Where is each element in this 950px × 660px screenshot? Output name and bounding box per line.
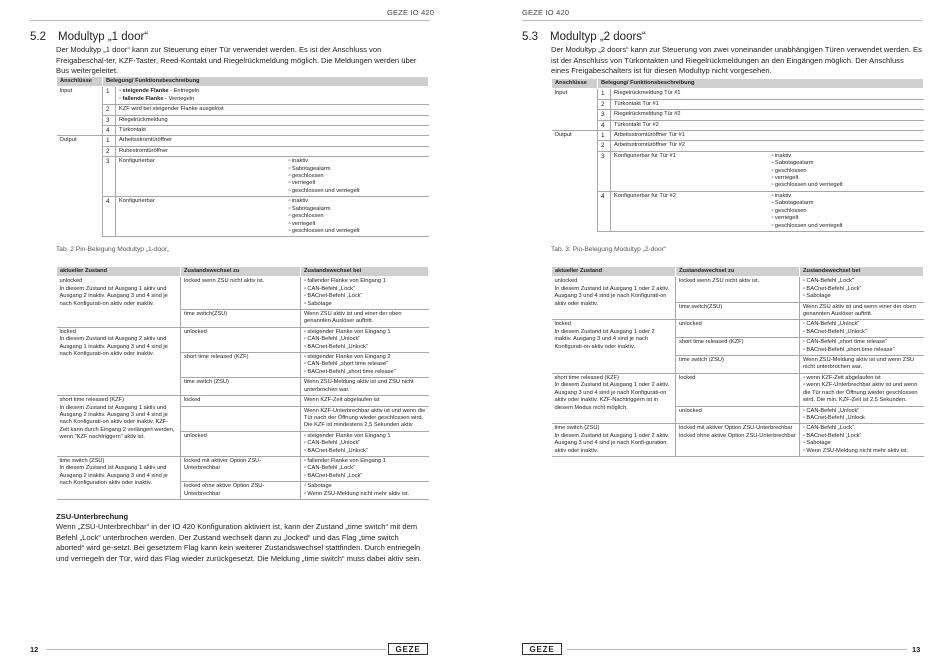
option-list: ▫ inaktiv ▫ Sabotagealarm ▫ geschlossen ▫ verriegelt ▫ geschlossen und verriegelt: [286, 197, 429, 237]
column-header: Zustandswechsel zu: [676, 267, 800, 277]
pin-function: Riegelrückmeldung Tür #1: [611, 89, 924, 99]
transition-target: time switch (ZSU): [676, 356, 800, 374]
transition-condition: Wenn KZF-Zeit abgelaufen ist: [301, 396, 429, 406]
transition-target: locked wenn ZSU nicht aktiv ist.: [181, 277, 301, 310]
transition-condition: Wenn ZSU-Meldung aktiv ist und ZSU nicht unterbrochen war.: [301, 378, 429, 396]
pin-number: 4: [103, 126, 116, 136]
table-header-row: [552, 79, 924, 89]
pin-function: Arbeitsstromtüröffner Tür #1: [611, 131, 924, 141]
column-header: Zustandswechsel bei: [800, 267, 924, 277]
transition-target: [181, 406, 301, 431]
table-row: [57, 327, 429, 352]
table-row: [57, 157, 429, 197]
pin-function: Türkontakt Tür #2: [611, 120, 924, 130]
transition-target: locked mit aktiver Option ZSU-Unterbrechbar: [181, 456, 301, 481]
transition-target: locked wenn ZSU nicht aktiv ist.: [676, 277, 800, 302]
state-cell: locked In diesem Zustand ist Ausgang 1 oder 2 inaktiv. Ausgang 3 und 4 sind je nach Konfigurati-on aktiv oder inaktiv.: [552, 320, 676, 373]
section-intro: Der Modultyp „1 door“ kann zur Steuerung einer Tür verwendet werden. Es ist der Anschluss von Freigabeschal-ter, KZF-Taster, Reed-Kontakt und Riegelrückmeldung möglich. Die Meldungen werden über Bus weitergeleitet.: [56, 45, 417, 76]
table-row: [57, 456, 429, 481]
group-label: Input: [552, 89, 598, 131]
pin-function: Konfigurierbar für Tür #2: [611, 191, 769, 231]
pin-number: 3: [103, 115, 116, 125]
transition-target: time switch(ZSU): [676, 302, 800, 320]
transition-target: unlocked: [181, 327, 301, 352]
pin-number: 2: [103, 146, 116, 156]
pin-function: Arbeitsstromtüröffner Tür #2: [611, 141, 924, 151]
table-header-row: [552, 267, 924, 277]
group-label: Output: [554, 132, 572, 139]
table-header-row: [57, 267, 429, 277]
table-row: [57, 115, 429, 125]
state-cell: locked In diesem Zustand ist Ausgang 2 aktiv und Ausgang 1 inaktiv. Ausgang 3 und 4 sind je nach Konfigurati-on aktiv oder inaktiv.: [57, 327, 181, 395]
column-header: aktueller Zustand: [57, 267, 181, 277]
table-row: [552, 99, 924, 109]
section-intro: Der Modultyp „2 doors“ kann zur Steuerung von zwei voneinander unabhängigen Türen verwendet werden. Es ist der Anschluss von Türkontakten und Riegelrückmeldungen an den Eingängen möglich. Der Anschluss eines Freigabeschalters ist für diesen Modultyp nicht vorgesehen.: [551, 45, 922, 76]
pin-number: 2: [598, 99, 611, 109]
table-row: [552, 277, 924, 302]
table-row: [552, 110, 924, 120]
transition-target: locked: [676, 373, 800, 406]
section-heading: [30, 31, 148, 43]
transition-condition: ▫ CAN-Befehl „short time release“ ▫ BACnet-Befehl „short time release“: [800, 338, 924, 356]
table-row: [552, 141, 924, 151]
pin-function: Türkontakt: [116, 126, 429, 136]
table-row: [552, 131, 924, 141]
transition-condition: ▫ CAN-Befehl „Unlock“ ▫ BACnet-Befehl „Unlock: [800, 406, 924, 424]
pin-number: 2: [103, 105, 116, 115]
option-list: ▫ inaktiv ▫ Sabotagealarm ▫ geschlossen ▫ verriegelt ▫ geschlossen und verriegelt: [286, 157, 429, 197]
pin-function: Konfigurierbar: [116, 197, 286, 237]
state-cell: short time released (KZF) In diesem Zustand ist Ausgang 1 oder 2 aktiv. Ausgang 3 und 4 sind je nach Konfigurati-on aktiv oder inaktiv. KZF-Nachtriggern ist in diesem Modus nicht möglich.: [552, 373, 676, 423]
group-label: Output: [59, 137, 77, 144]
footer-rule: [46, 649, 386, 650]
section-heading: [522, 31, 646, 43]
pin-number: 1: [598, 89, 611, 99]
pin-assignment-table: [551, 78, 924, 232]
state-transition-table: [551, 266, 924, 457]
pin-number: 1: [103, 136, 116, 146]
column-header: Belegung/ Funktionsbeschreibung: [103, 77, 429, 87]
pin-assignment-table: [56, 76, 429, 237]
transition-condition: ▫ steigender Flanke von Eingang 2 ▫ CAN-Befehl „short time release“ ▫ BACnet-Befehl „short time release“: [301, 353, 429, 378]
table-caption: Tab. 2 Pin-Belegung Modultyp „1-door„: [56, 246, 170, 253]
pin-number: 3: [598, 151, 611, 191]
state-cell: unlocked In diesem Zustand ist Ausgang 1 oder 2 aktiv. Ausgang 3 und 4 sind je nach Konfigurati-on aktiv oder inaktiv.: [552, 277, 676, 320]
section-title: Modultyp „1 door“: [58, 31, 149, 43]
transition-target: locked: [181, 396, 301, 406]
transition-target: unlocked: [676, 406, 800, 424]
table-row: [57, 197, 429, 237]
running-header: GEZE IO 420: [522, 8, 570, 17]
pin-number: 2: [598, 141, 611, 151]
transition-condition: ▫ steigender Flanke von Eingang 1 ▫ CAN-Befehl „Unlock“ ▫ BACnet-Befehl „Unlock“: [301, 431, 429, 456]
section-number: 5.3: [522, 31, 538, 43]
transition-condition: ▫ Sabotage ▫ Wenn ZSU-Meldung nicht mehr aktiv ist.: [301, 482, 429, 500]
transition-target: short time released (KZF): [181, 353, 301, 378]
table-row: [552, 89, 924, 99]
column-header: Zustandswechsel bei: [301, 267, 429, 277]
group-label: Input: [57, 87, 103, 136]
table-row: [552, 424, 924, 457]
transition-target: time switch (ZSU): [181, 378, 301, 396]
pin-function: Konfigurierbar für Tür #1: [611, 151, 769, 191]
transition-target: short time released (KZF): [676, 338, 800, 356]
transition-condition: ▫ steigender Flanke von Eingang 1 ▫ CAN-Befehl „Unlock“ ▫ BACnet-Befehl „Unlock“: [301, 327, 429, 352]
transition-target: locked ohne aktive Option ZSU-Unterbrechbar: [181, 482, 301, 500]
pin-number: 4: [598, 191, 611, 231]
subsection-text: Wenn „ZSU-Unterbrechbar“ in der IO 420 Konfiguration aktiviert ist, kann der Zustand „time switch“ mit dem Befehl „Lock“ unterbrochen werden. Der Zustand wechselt dann zu „locked“ und das Flag „time switch aborted“ wird ge-setzt. Bei gesetztem Flag kann kein weiterer Zustandswechsel stattfinden. Durch entriegeln und verriegeln der Tür, wird das Flag wieder zurückgesetzt. Die Meldung „time switch“ muss dabei aktiv sein.: [56, 522, 422, 563]
transition-condition: ▫ CAN-Befehl „Unlock“ ▫ BACnet-Befehl „Unlock“: [800, 320, 924, 338]
state-cell: short time released (KZF) In diesem Zustand ist Ausgang 1 aktiv und Ausgang 2 inaktiv. Ausgang 3 und 4 sind je nach Konfigurati-on aktiv oder inaktiv. KZF-Zeit kann durch Eingang 2 verlängert werden, wenn "KZF nachtriggern" aktiv ist.: [57, 396, 181, 457]
state-cell: unlocked In diesem Zustand ist Ausgang 1 aktiv und Ausgang 2 inaktiv. Ausgang 3 und 4 sind je nach Konfigurati-on aktiv oder inaktiv.: [57, 277, 181, 327]
table-row: [57, 87, 429, 105]
pin-number: 3: [103, 157, 116, 197]
footer-rule: [567, 649, 907, 650]
transition-condition: ▫ CAN-Befehl „Lock“ ▫ BACnet-Befehl „Lock“ ▫ Sabotage: [800, 277, 924, 302]
page-number: 12: [30, 645, 39, 654]
section-title: Modultyp „2 doors“: [550, 31, 646, 43]
geze-logo: GEZE: [388, 643, 428, 655]
table-row: [552, 320, 924, 338]
transition-target: unlocked: [181, 431, 301, 456]
header-rule: [522, 20, 922, 21]
transition-condition: ▫ fallender Flanke von Eingang 1 ▫ CAN-Befehl „Lock“ ▫ BACnet-Befehl „Lock“ ▫ Sabotage: [301, 277, 429, 310]
page-number: 13: [912, 645, 921, 654]
pin-function: Türkontakt Tür #1: [611, 99, 924, 109]
pin-function: Ruhestromtüröffner: [116, 146, 429, 156]
column-header: Zustandswechsel zu: [181, 267, 301, 277]
table-row: [57, 277, 429, 310]
table-row: [57, 136, 429, 146]
table-header-row: [57, 77, 429, 87]
table-row: [57, 105, 429, 115]
state-cell: time switch (ZSU) In diesem Zustand ist Ausgang 1 oder 2 aktiv. Ausgang 3 und 4 sind je nach Konfi-guration aktiv oder inaktiv.: [552, 424, 676, 457]
pin-function: Arbeitsstromtüröffner: [116, 136, 429, 146]
right-page: [475, 0, 950, 660]
transition-condition: Wenn ZSU aktiv ist und einer der oben genannten Auslöser auftritt.: [301, 310, 429, 328]
transition-condition: Wenn KZF-Unterbrechbar aktiv ist und wenn die Tür nach der Öffnung wieder geschlossen wird. Die KZF ist mindestens 2,5 Sekunden aktiv: [301, 406, 429, 431]
table-row: [552, 120, 924, 130]
table-row: [57, 146, 429, 156]
state-transition-table: [56, 266, 429, 500]
table-row: [552, 373, 924, 406]
transition-target: unlocked: [676, 320, 800, 338]
table-row: [57, 396, 429, 406]
transition-condition: Wenn ZSU aktiv ist und wenn einer der oben genannten Auslöser auftritt.: [800, 302, 924, 320]
transition-condition: ▫ fallender Flanke von Eingang 1 ▫ CAN-Befehl „Lock“ ▫ BACnet-Befehl „Lock“: [301, 456, 429, 481]
header-rule: [30, 20, 430, 21]
subsection-title: ZSU-Unterbrechung: [56, 512, 129, 521]
column-header: Belegung/ Funktionsbeschreibung: [598, 79, 924, 89]
pin-number: 1: [598, 131, 611, 141]
table-row: [552, 191, 924, 231]
column-header: Anschlüsse: [552, 79, 598, 89]
state-cell: time switch (ZSU) In diesem Zustand ist Ausgang 1 aktiv und Ausgang 2 inaktiv. Ausgang 3 und 4 sind je nach Konfiguration aktiv oder inaktiv.: [57, 456, 181, 499]
geze-logo: GEZE: [522, 643, 562, 655]
transition-target: locked mit aktiver Option ZSU-Unterbrechbar locked ohne aktive Option ZSU-Unterbrechbar: [676, 424, 800, 457]
pin-function: Konfigurierbar: [116, 157, 286, 197]
option-list: ▫ inaktiv ▫ Sabotagealarm ▫ geschlossen ▫ verriegelt ▫ geschlossen und verriegelt: [769, 151, 924, 191]
pin-number: 3: [598, 110, 611, 120]
transition-condition: Wenn ZSU-Meldung aktiv ist und wenn ZSU nicht unterbrochen war.: [800, 356, 924, 374]
option-list: ▫ inaktiv ▫ Sabotagealarm ▫ geschlossen ▫ verriegelt ▫ geschlossen und verriegelt: [769, 191, 924, 231]
pin-function: ▫ steigende Flanke - Entriegeln ▫ fallende Flanke - Verriegeln: [116, 87, 429, 105]
table-row: [57, 126, 429, 136]
pin-function: Riegelrückmeldung: [116, 115, 429, 125]
running-header: GEZE IO 420: [387, 8, 435, 17]
pin-number: 4: [103, 197, 116, 237]
column-header: Anschlüsse: [57, 77, 103, 87]
transition-condition: ▫ wenn KZF-Zeit abgelaufen ist ▫ wenn KZF-Unterbrechbar aktiv ist und wenn die Tür nach der Öffnung wieder geschlossen wird. Die min. KZF-Zeit ist 2,5 Sekunden.: [800, 373, 924, 406]
section-number: 5.2: [30, 31, 46, 43]
pin-function: Riegelrückmeldung Tür #2: [611, 110, 924, 120]
pin-function: KZF wird bei steigender Flanke ausgelöst: [116, 105, 429, 115]
pin-number: 4: [598, 120, 611, 130]
table-caption: Tab. 3: Pin-Belegung Modultyp „2-door“: [551, 246, 667, 253]
pin-number: 1: [103, 87, 116, 105]
column-header: aktueller Zustand: [552, 267, 676, 277]
transition-target: time switch(ZSU): [181, 310, 301, 328]
transition-condition: ▫ CAN-Befehl „Lock“. ▫ BACnet-Befehl „Lock“ ▫ Sabotage ▫ Wenn ZSU-Meldung nicht mehr aktiv ist.: [800, 424, 924, 457]
table-row: [552, 151, 924, 191]
